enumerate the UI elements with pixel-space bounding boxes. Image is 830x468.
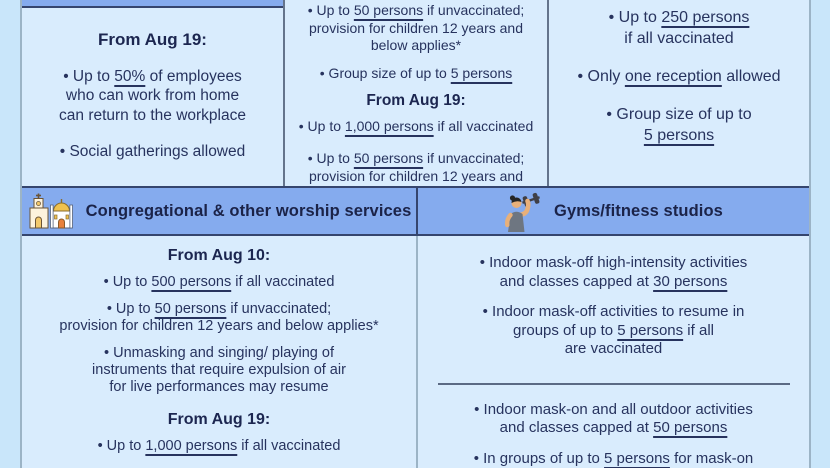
key-figure: 5 persons <box>643 127 715 144</box>
gyms-rules-cell <box>416 236 809 468</box>
worship-header <box>22 188 416 234</box>
rule-text: • Unmasking and singing/ playing of instruments that require expulsion of air for live performances may resume <box>92 345 346 395</box>
rule-text: • Indoor mask-off activities to resume in groups of up to 5 persons if all are vaccinated <box>482 303 745 357</box>
key-figure: 50 persons <box>653 419 728 436</box>
events-rules <box>285 0 547 203</box>
rule-text: • Up to 250 persons if all vaccinated <box>608 9 750 47</box>
key-figure: 50 persons <box>353 150 424 166</box>
rule-text: • Up to 50% of employees who can work from home can return to the workplace <box>59 67 246 124</box>
key-figure: 5 persons <box>450 64 513 81</box>
key-figure: 50% <box>114 67 146 85</box>
rule-text: • Up to 50 persons if unvaccinated; provision for children 12 years and below applies* <box>307 2 525 53</box>
section-header-band <box>22 186 809 236</box>
date-heading: From Aug 19: <box>98 30 207 49</box>
key-figure: 1,000 persons <box>145 438 238 454</box>
worship-header-label: Congregational & other worship services <box>85 201 412 220</box>
gyms-header <box>416 188 809 234</box>
rule-text: • Indoor mask-on and all outdoor activities and classes capped at 50 persons <box>474 400 753 436</box>
rule-text: • Up to 1,000 persons if all vaccinated <box>97 438 341 454</box>
table-right-border <box>809 0 811 468</box>
date-heading: From Aug 19: <box>167 411 271 428</box>
events-cell <box>283 0 547 186</box>
rule-text: • Group size of up to 5 persons <box>606 106 752 144</box>
key-figure: 250 persons <box>661 9 750 26</box>
rule-text: • Indoor mask-off high-intensity activities and classes capped at 30 persons <box>479 254 748 290</box>
rule-text: • In groups of up to 5 persons for mask-on <box>473 449 754 467</box>
rule-text: • Social gatherings allowed <box>59 143 246 160</box>
workplaces-cell <box>22 0 283 186</box>
section-divider <box>438 383 790 385</box>
rule-text: • Up to 50 persons if unvaccinated; provision for children 12 years and <box>307 150 525 184</box>
rule-text: • Up to 50 persons if unvaccinated; provision for children 12 years and below applies* <box>59 301 379 334</box>
key-figure: 30 persons <box>653 272 728 290</box>
workplaces-header-stub <box>22 0 283 8</box>
worship-rules-cell <box>22 236 416 468</box>
key-figure: 1,000 persons <box>344 117 434 134</box>
key-figure: 5 persons <box>604 449 670 467</box>
gyms-header-label: Gyms/fitness studios <box>554 201 723 220</box>
key-figure: 50 persons <box>154 301 227 317</box>
date-heading: From Aug 19: <box>366 92 466 109</box>
rule-text: • Only one reception allowed <box>577 68 781 85</box>
gyms-rules <box>418 236 809 468</box>
weightlifter-icon <box>504 191 541 232</box>
key-figure: 50 persons <box>353 2 424 18</box>
key-figure: 5 persons <box>617 321 684 339</box>
date-heading: From Aug 10: <box>167 247 271 264</box>
workplaces-rules <box>22 0 283 162</box>
rule-text: • Up to 500 persons if all vaccinated <box>103 274 335 290</box>
receptions-cell <box>547 0 809 186</box>
worship-rules <box>22 236 416 455</box>
church-mosque-icon <box>27 193 73 229</box>
rule-text: • Group size of up to 5 persons <box>319 64 513 81</box>
key-figure: 500 persons <box>151 274 232 290</box>
rule-text: • Up to 1,000 persons if all vaccinated <box>298 117 534 134</box>
key-figure: one reception <box>624 68 722 85</box>
receptions-rules <box>549 0 809 146</box>
